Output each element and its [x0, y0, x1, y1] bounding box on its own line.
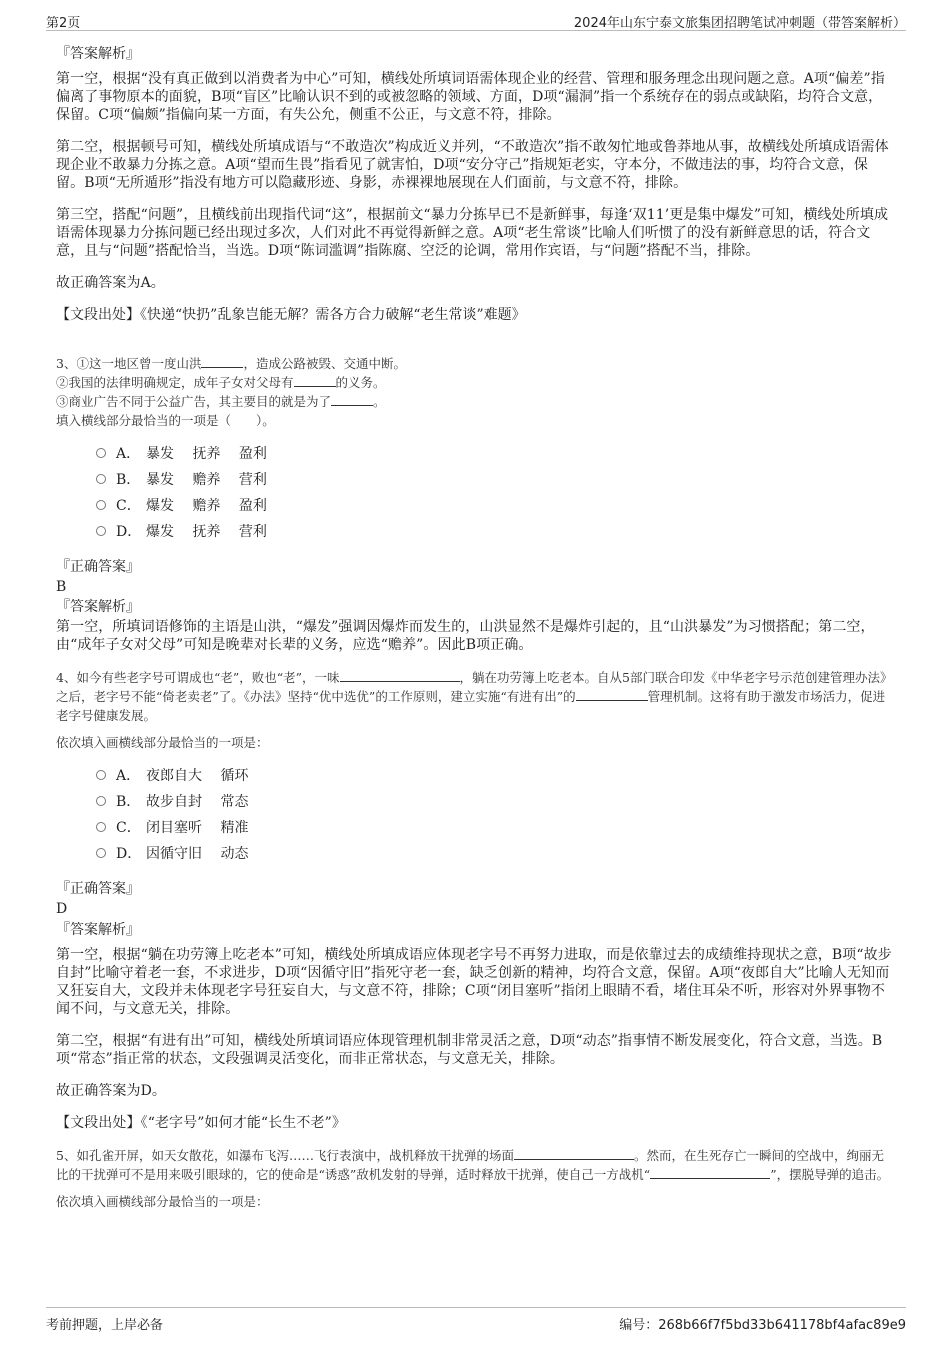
blank	[514, 1147, 634, 1160]
q4-option-d[interactable]: D． 因循守旧 动态	[96, 840, 896, 866]
q3-option-b[interactable]: B． 暴发 赡养 营利	[96, 466, 896, 492]
page-header	[46, 8, 906, 31]
blank	[576, 688, 648, 701]
q4-analysis-para-2: 第二空，根据“有进有出”可知，横线处所填词语应体现管理机制非常灵活之意，D项“动态”指事情不断发展变化，符合文意，当选。B项“常态”指正常的状态，文段强调灵活变化，而非正常状态，与文意无关，排除。	[56, 1033, 883, 1067]
analysis-label: 『答案解析』	[56, 46, 140, 62]
question-4	[56, 668, 896, 752]
question-5	[56, 1146, 896, 1211]
radio-icon[interactable]	[96, 500, 106, 510]
blank	[331, 393, 373, 406]
q3-option-d[interactable]: D． 爆发 抚养 营利	[96, 518, 896, 544]
q4-option-a[interactable]: A． 夜郎自大 循环	[96, 762, 896, 788]
q4-conclusion: 故正确答案为D。	[56, 1083, 167, 1099]
q4-option-b[interactable]: B． 故步自封 常态	[96, 788, 896, 814]
q5-stem: 5、如孔雀开屏，如天女散花，如瀑布飞泻……飞行表演中，战机释放干扰弹的场面 。然而，在生死存亡一瞬间的空战中，绚丽无比的干扰弹可不是用来吸引眼球的，它的使命是“诱惑”敌机发射的导弹，适时释放干扰弹，使自己一方战机“ ”，摆脱导弹的追击。	[56, 1148, 890, 1182]
q4-stem: 4、如今有些老字号可谓成也“老”，败也“老”，一味 ，躺在功劳簿上吃老本。自从5部门联合印发《中华老字号示范创建管理办法》之后，老字号不能“倚老卖老”了。《办法》坚持“优中选优”的工作原则，建立实施“有进有出”的 管理机制。这将有助于激发市场活力，促进老字号健康发展。	[56, 670, 893, 723]
footer-slogan: 考前押题，上岸必备	[46, 1318, 164, 1333]
q4-option-c[interactable]: C． 闭目塞听 精准	[96, 814, 896, 840]
q3-line-2: ②我国的法律明确规定，成年子女对父母有 的义务。	[56, 375, 386, 390]
q3-options	[96, 440, 896, 544]
analysis-label: 『答案解析』	[56, 922, 140, 938]
q3-option-c[interactable]: C． 爆发 赡养 盈利	[96, 492, 896, 518]
q4-answer: D	[56, 901, 68, 917]
radio-icon[interactable]	[96, 822, 106, 832]
q3-option-a[interactable]: A． 暴发 抚养 盈利	[96, 440, 896, 466]
q4-options	[96, 762, 896, 866]
q2-source: 【文段出处】《快递“快扔”乱象岂能无解？需各方合力破解“老生常谈”难题》	[56, 307, 526, 323]
q2-conclusion: 故正确答案为A。	[56, 275, 165, 291]
blank	[650, 1166, 770, 1179]
radio-icon[interactable]	[96, 770, 106, 780]
analysis-label: 『答案解析』	[56, 599, 140, 615]
q4-prompt: 依次填入画横线部分最恰当的一项是：	[56, 735, 269, 750]
q4-analysis-para-1: 第一空，根据“躺在功劳簿上吃老本”可知，横线处所填成语应体现老字号不再努力进取，而是依靠过去的成绩维持现状之意，B项“故步自封”比喻守着老一套，不求进步，D项“因循守旧”指死守老一套，缺乏创新的精神，均符合文意，保留。A项“夜郎自大”比喻人无知而又狂妄自大，文段并未体现老字号狂妄自大，与文意不符，排除；C项“闭目塞听”指闭上眼睛不看，堵住耳朵不听，形容对外界事物不闻不问，与文意无关，排除。	[56, 947, 892, 1017]
blank	[340, 669, 460, 682]
q3-analysis: 第一空，所填词语修饰的主语是山洪，“爆发”强调因爆炸而发生的，山洪显然不是爆炸引起的，且“山洪暴发”为习惯搭配；第二空，由“成年子女对父母”可知是晚辈对长辈的义务，应选“赡养”。因此B项正确。	[56, 619, 875, 653]
document-id: 编号：268b66f7f5bd33b641178bf4afac89e9	[619, 1318, 906, 1333]
q2-analysis-para-3: 第三空，搭配“问题”，且横线前出现指代词“这”，根据前文“暴力分拣早已不是新鲜事，每逢‘双11’更是集中爆发”可知，横线处所填成语需体现暴力分拣问题已经出现过多次，人们对此不再觉得新鲜之意。A项“老生常谈”比喻人们听惯了的没有新鲜意思的话，符合文意，且与“问题”搭配恰当，当选。D项“陈词滥调”指陈腐、空泛的论调，常用作宾语，与“问题”搭配不当，排除。	[56, 207, 889, 259]
radio-icon[interactable]	[96, 526, 106, 536]
blank	[294, 374, 336, 387]
q3-prompt: 填入横线部分最恰当的一项是（ ）。	[56, 413, 275, 428]
document-title: 2024年山东宁泰文旅集团招聘笔试冲刺题（带答案解析）	[573, 16, 906, 31]
q3-line-3: ③商业广告不同于公益广告，其主要目的就是为了 。	[56, 394, 386, 409]
q3-line-1: 3、①这一地区曾一度山洪 ，造成公路被毁、交通中断。	[56, 356, 406, 371]
question-3	[56, 354, 896, 430]
page-footer	[46, 1307, 906, 1332]
answer-label: 『正确答案』	[56, 559, 140, 575]
radio-icon[interactable]	[96, 796, 106, 806]
page-number: 第2页	[46, 16, 81, 31]
document-body	[56, 44, 896, 1221]
answer-label: 『正确答案』	[56, 881, 140, 897]
radio-icon[interactable]	[96, 474, 106, 484]
q2-analysis-para-1: 第一空，根据“没有真正做到以消费者为中心”可知，横线处所填词语需体现企业的经营、管理和服务理念出现问题之意。A项“偏差”指偏离了事物原本的面貌，B项“盲区”比喻认识不到的或被忽略的领域、方面，D项“漏洞”指一个系统存在的弱点或缺陷，均符合文意，保留。C项“偏颇”指偏向某一方面，有失公允，侧重不公正，与文意不符，排除。	[56, 71, 885, 123]
q2-analysis-para-2: 第二空，根据顿号可知，横线处所填成语与“不敢造次”构成近义并列，“不敢造次”指不敢匆忙地或鲁莽地从事，故横线处所填成语需体现企业不敢暴力分拣之意。A项“望而生畏”指看见了就害怕，D项“安分守己”指规矩老实，守本分，不做违法的事，均符合文意，保留。B项“无所遁形”指没有地方可以隐藏形迹、身影，赤裸裸地展现在人们面前，与文意不符，排除。	[56, 139, 889, 191]
blank	[201, 355, 243, 368]
radio-icon[interactable]	[96, 848, 106, 858]
radio-icon[interactable]	[96, 448, 106, 458]
q5-prompt: 依次填入画横线部分最恰当的一项是：	[56, 1194, 269, 1209]
q4-source: 【文段出处】《“老字号”如何才能“长生不老”》	[56, 1115, 346, 1131]
q3-answer: B	[56, 579, 67, 595]
